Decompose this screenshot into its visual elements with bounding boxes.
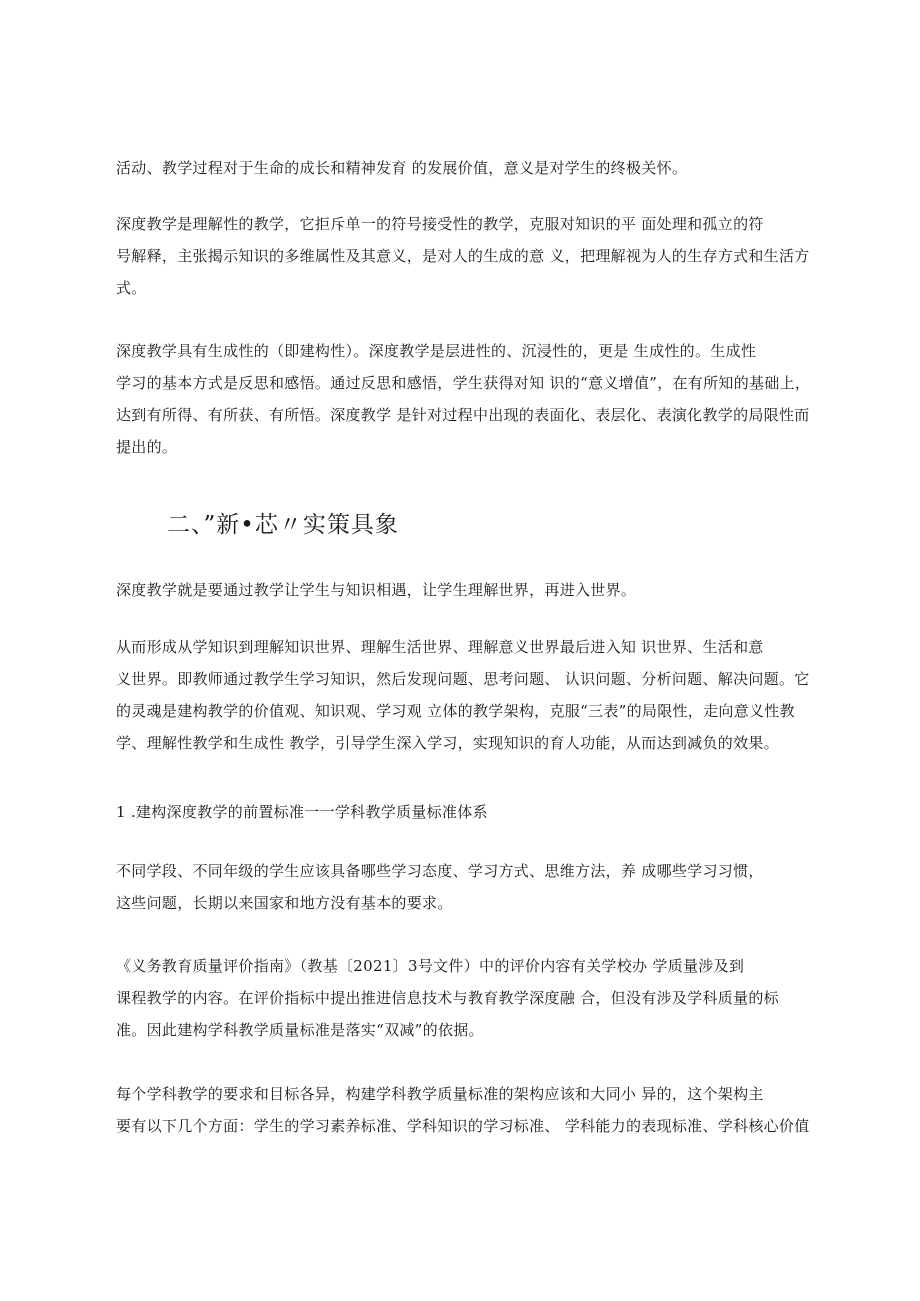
paragraph-7 — [116, 855, 816, 919]
paragraph-line: 不同学段、不同年级的学生应该具备哪些学习态度、学习方式、思维方法，养 成哪些学习习惯， — [116, 862, 764, 880]
paragraph-line: 这些问题，长期以来国家和地方没有基本的要求。 — [116, 894, 453, 912]
paragraph-line: 提出的。 — [116, 438, 178, 456]
paragraph-5 — [116, 631, 816, 759]
paragraph-line: 课程教学的内容。在评价指标中提出推进信息技术与教育教学深度融 合，但没有涉及学科质量的标 — [116, 989, 779, 1007]
paragraph-6 — [116, 796, 816, 828]
paragraph-line: 达到有所得、有所获、有所悟。深度教学 是针对过程中出现的表面化、表层化、表演化教学的局限性而 — [116, 406, 810, 424]
paragraph-line: 《义务教育质量评价指南》（教基〔2021〕3号文件）中的评价内容有关学校办 学质量涉及到 — [116, 957, 745, 975]
paragraph-line: 准。因此建构学科教学质量标准是落实“双减”的依据。 — [116, 1021, 484, 1039]
paragraph-line: 每个学科教学的要求和目标各异，构建学科教学质量标准的架构应该和大同小 异的，这个架构主 — [116, 1085, 764, 1103]
paragraph-8 — [116, 950, 816, 1046]
paragraph-1 — [116, 152, 816, 184]
paragraph-line: 1 .建构深度教学的前置标准一一学科教学质量标准体系 — [116, 803, 488, 821]
paragraph-4 — [116, 574, 816, 606]
paragraph-line: 深度教学就是要通过教学让学生与知识相遇，让学生理解世界，再进入世界。 — [116, 581, 637, 599]
paragraph-line: 的灵魂是建构教学的价值观、知识观、学习观 立体的教学架构，克服“三表”的局限性，走向意义性教 — [116, 702, 795, 720]
paragraph-line: 深度教学具有生成性的（即建构性）。深度教学是层进性的、沉浸性的，更是 生成性的。生成性 — [116, 342, 757, 360]
paragraph-line: 要有以下几个方面：学生的学习素养标准、学科知识的学习标准、 学科能力的表现标准、学科核心价值 — [116, 1117, 810, 1135]
paragraph-line: 学习的基本方式是反思和感悟。通过反思和感悟，学生获得对知 识的“意义增值”，在有所知的基础上， — [116, 374, 811, 392]
paragraph-line: 学、理解性教学和生成性 教学，引导学生深入学习，实现知识的育人功能，从而达到减负的效果。 — [116, 734, 779, 752]
paragraph-2 — [116, 208, 816, 304]
paragraph-line: 从而形成从学知识到理解知识世界、理解生活世界、理解意义世界最后进入知 识世界、生活和意 — [116, 638, 764, 656]
paragraph-line: 式。 — [116, 279, 147, 297]
paragraph-line: 活动、教学过程对于生命的成长和精神发育 的发展价值，意义是对学生的终极关怀。 — [116, 159, 688, 177]
paragraph-line: 号解释，主张揭示知识的多维属性及其意义，是对人的生成的意 义，把理解视为人的生存方式和生活方 — [116, 247, 810, 265]
section-heading: 二、”新•芯〃实策具象 — [167, 512, 399, 538]
paragraph-3 — [116, 335, 816, 463]
paragraph-line: 深度教学是理解性的教学，它拒斥单一的符号接受性的教学，克服对知识的平 面处理和孤立的符 — [116, 215, 764, 233]
paragraph-line: 义世界。即教师通过教学生学习知识，然后发现问题、思考问题、 认识问题、分析问题、解决问题。它 — [116, 670, 810, 688]
paragraph-9 — [116, 1078, 816, 1142]
